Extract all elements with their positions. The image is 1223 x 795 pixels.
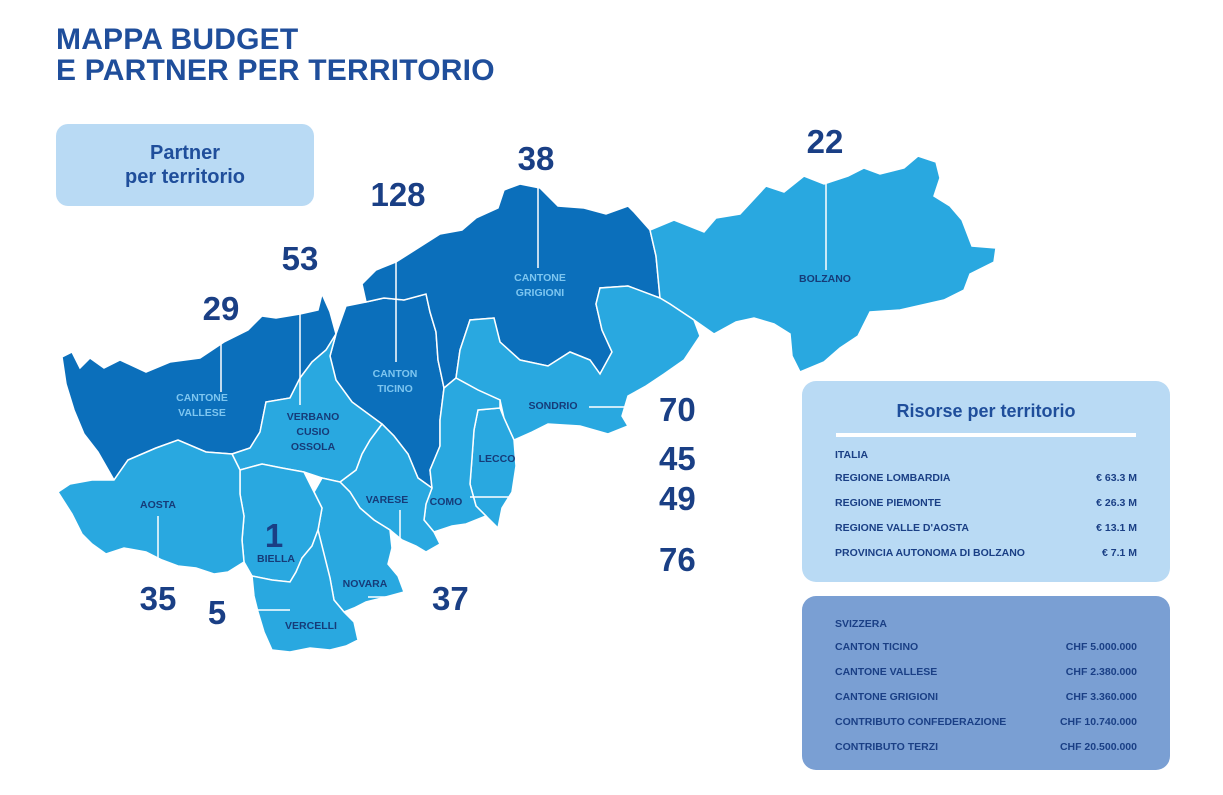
label-cantone-vallese-2: VALLESE (178, 407, 226, 419)
resource-row (835, 659, 1137, 684)
count-vercelli: 5 (207, 594, 227, 631)
label-novara: NOVARA (342, 578, 388, 590)
label-verbano-2: CUSIO (296, 426, 330, 438)
resource-value: CHF 5.000.000 (1065, 640, 1137, 653)
count-cantone-grigioni: 38 (517, 140, 555, 177)
label-varese: VARESE (365, 494, 409, 506)
resource-value: € 13.1 M (1096, 521, 1137, 534)
label-como: COMO (429, 496, 463, 508)
count-cantone-vallese: 29 (202, 290, 240, 327)
resource-value: CHF 2.380.000 (1065, 665, 1137, 678)
count-biella: 1 (264, 517, 284, 554)
resource-name: REGIONE LOMBARDIA (835, 471, 951, 484)
svizzera-label: SVIZZERA (835, 618, 887, 630)
resource-row (835, 709, 1137, 734)
risorse-divider (836, 433, 1136, 437)
label-biella: BIELLA (257, 553, 295, 565)
resource-value: CHF 20.500.000 (1059, 740, 1137, 753)
label-bolzano: BOLZANO (799, 273, 851, 285)
count-canton-ticino: 128 (370, 176, 426, 213)
label-canton-ticino-2: TICINO (377, 383, 413, 395)
resource-name: CONTRIBUTO TERZI (835, 740, 939, 753)
resource-row (835, 540, 1137, 565)
label-cantone-grigioni-2: GRIGIONI (515, 287, 565, 299)
count-verbano-cusio-ossola: 53 (281, 240, 319, 277)
resource-row (835, 515, 1137, 540)
italia-label: ITALIA (835, 449, 869, 461)
risorse-svizzera-panel (802, 596, 1170, 770)
resource-row (835, 734, 1137, 759)
resource-row (835, 490, 1137, 515)
resource-name: PROVINCIA AUTONOMA DI BOLZANO (835, 546, 1025, 559)
resource-name: REGIONE VALLE D'AOSTA (835, 521, 969, 534)
resource-value: € 7.1 M (1101, 546, 1137, 559)
risorse-italia-panel (802, 381, 1170, 582)
label-aosta: AOSTA (140, 499, 176, 511)
label-verbano-3: OSSOLA (290, 441, 336, 453)
resource-row (835, 634, 1137, 659)
count-aosta: 35 (139, 580, 177, 617)
partner-legend-line-1: Partner (149, 142, 221, 164)
resource-value: € 63.3 M (1096, 471, 1137, 484)
count-bolzano: 22 (806, 123, 844, 160)
label-cantone-grigioni-1: CANTONE (514, 272, 566, 284)
risorse-panel-title: Risorse per territorio (896, 401, 1076, 421)
label-sondrio: SONDRIO (528, 400, 578, 412)
label-lecco: LECCO (478, 453, 516, 465)
label-verbano-1: VERBANO (286, 411, 340, 423)
resource-value: CHF 3.360.000 (1065, 690, 1137, 703)
count-varese: 76 (659, 541, 696, 578)
resource-row (835, 465, 1137, 490)
svizzera-rows (835, 618, 1137, 759)
page-title-line-1: MAPPA BUDGET (56, 23, 299, 56)
count-como: 49 (659, 480, 696, 517)
resource-row (835, 684, 1137, 709)
label-vercelli: VERCELLI (285, 620, 337, 632)
resource-name: CANTONE VALLESE (835, 665, 938, 678)
resource-name: REGIONE PIEMONTE (835, 496, 942, 509)
count-lecco: 45 (659, 440, 696, 477)
resource-name: CANTONE GRIGIONI (835, 690, 939, 703)
label-cantone-vallese-1: CANTONE (176, 392, 228, 404)
resource-name: CONTRIBUTO CONFEDERAZIONE (835, 715, 1007, 728)
count-sondrio: 70 (659, 391, 696, 428)
resource-name: CANTON TICINO (835, 640, 919, 653)
count-novara: 37 (432, 580, 469, 617)
italia-rows (835, 449, 1137, 565)
resource-value: CHF 10.740.000 (1059, 715, 1137, 728)
partner-legend-line-2: per territorio (124, 166, 246, 188)
label-canton-ticino-1: CANTON (372, 368, 418, 380)
region-bolzano (650, 156, 996, 372)
resource-value: € 26.3 M (1096, 496, 1137, 509)
page-title-line-2: E PARTNER PER TERRITORIO (56, 54, 495, 87)
